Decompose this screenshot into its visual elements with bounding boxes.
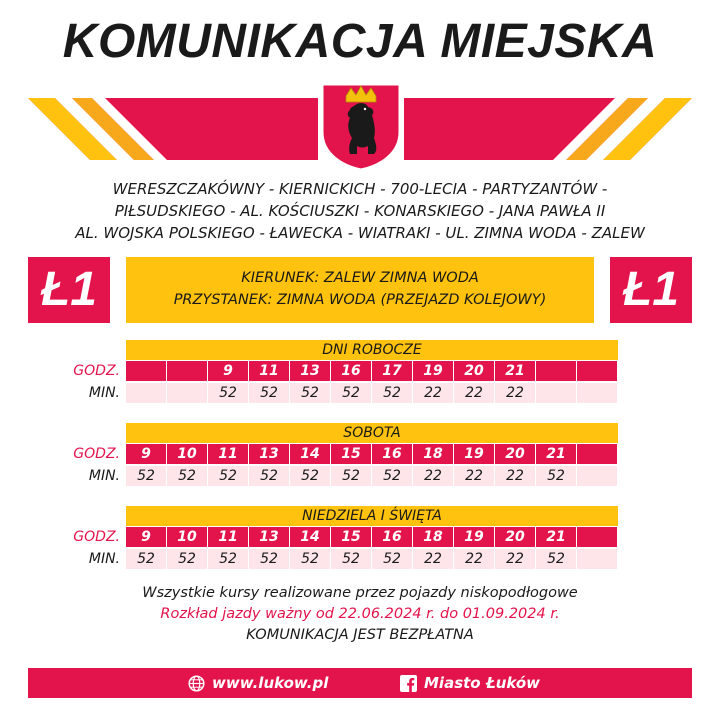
route-line-3: AL. WOJSKA POLSKIEGO - ŁAWECKA - WIATRAKI - UL. ZIMNA WODA - ZALEW — [75, 224, 645, 242]
hour-cell: 17 — [372, 361, 413, 381]
route-line-2: PIŁSUDSKIEGO - AL. KOŚCIUSZKI - KONARSKIEGO - JANA PAWŁA II — [114, 202, 606, 220]
minutes-row — [126, 549, 618, 569]
hours-label: GODZ. — [73, 446, 120, 462]
hour-cell: 14 — [290, 444, 331, 464]
hour-cell: 20 — [454, 361, 495, 381]
notes — [0, 583, 720, 646]
minute-cell: 22 — [454, 549, 495, 569]
minute-cell: 52 — [208, 466, 249, 486]
website-link[interactable] — [188, 668, 328, 698]
line-badge-right: Ł1 — [610, 257, 692, 323]
hour-cell: 9 — [126, 527, 167, 547]
schedule-title: DNI ROBOCZE — [126, 340, 618, 360]
line-badge-left: Ł1 — [28, 257, 110, 323]
minute-cell — [577, 549, 618, 569]
hour-cell: 16 — [372, 527, 413, 547]
minute-cell: 22 — [495, 549, 536, 569]
hour-cell: 11 — [208, 527, 249, 547]
minute-cell: 52 — [290, 466, 331, 486]
minute-cell: 22 — [454, 383, 495, 403]
hour-cell — [167, 361, 208, 381]
route-line-1: WERESZCZAKÓWNY - KIERNICKICH - 700-LECIA - PARTYZANTÓW - — [112, 180, 608, 198]
hour-cell: 21 — [536, 527, 577, 547]
hour-cell: 20 — [495, 527, 536, 547]
hours-row — [126, 527, 618, 547]
minute-cell — [577, 383, 618, 403]
facebook-link[interactable] — [400, 668, 540, 698]
hour-cell: 20 — [495, 444, 536, 464]
minute-cell: 52 — [249, 549, 290, 569]
stop-label: PRZYSTANEK: ZIMNA WODA (PRZEJAZD KOLEJOWY) — [173, 292, 547, 308]
minute-cell: 52 — [290, 383, 331, 403]
minute-cell: 52 — [126, 466, 167, 486]
hour-cell: 13 — [249, 527, 290, 547]
direction-label: KIERUNEK: ZALEW ZIMNA WODA — [241, 270, 479, 286]
minutes-row — [126, 383, 618, 403]
route-description — [0, 178, 720, 244]
minute-cell: 52 — [249, 383, 290, 403]
hour-cell: 16 — [372, 444, 413, 464]
hour-cell: 16 — [331, 361, 372, 381]
minute-cell: 22 — [495, 383, 536, 403]
minute-cell — [126, 383, 167, 403]
hour-cell: 11 — [208, 444, 249, 464]
hour-cell: 15 — [331, 527, 372, 547]
schedule-title: NIEDZIELA I ŚWIĘTA — [126, 506, 618, 526]
hour-cell — [577, 361, 618, 381]
hour-cell: 18 — [413, 444, 454, 464]
hours-label: GODZ. — [73, 529, 120, 545]
minute-cell: 52 — [536, 466, 577, 486]
minute-cell: 22 — [413, 383, 454, 403]
hour-cell: 19 — [454, 444, 495, 464]
note-free: KOMUNIKACJA JEST BEZPŁATNA — [246, 627, 474, 643]
hour-cell: 13 — [249, 444, 290, 464]
minute-cell: 52 — [126, 549, 167, 569]
hour-cell — [126, 361, 167, 381]
minute-cell: 52 — [331, 383, 372, 403]
schedule-title: SOBOTA — [126, 423, 618, 443]
minute-cell: 22 — [495, 466, 536, 486]
hour-cell — [577, 444, 618, 464]
hour-cell: 13 — [290, 361, 331, 381]
page-title: KOMUNIKACJA MIEJSKA — [62, 15, 658, 68]
minute-cell — [577, 466, 618, 486]
minute-cell: 52 — [372, 549, 413, 569]
website-text: www.lukow.pl — [212, 674, 329, 692]
minutes-label: MIN. — [88, 385, 120, 401]
coat-of-arms-icon — [318, 80, 404, 172]
globe-icon — [188, 675, 205, 692]
minute-cell: 52 — [208, 549, 249, 569]
minute-cell: 52 — [249, 466, 290, 486]
minute-cell: 22 — [454, 466, 495, 486]
hour-cell: 14 — [290, 527, 331, 547]
hour-cell: 21 — [536, 444, 577, 464]
minutes-row — [126, 466, 618, 486]
hour-cell: 15 — [331, 444, 372, 464]
hour-cell: 9 — [208, 361, 249, 381]
minute-cell: 52 — [536, 549, 577, 569]
hours-row — [126, 361, 618, 381]
minute-cell: 22 — [413, 549, 454, 569]
minute-cell — [536, 383, 577, 403]
minute-cell: 22 — [413, 466, 454, 486]
hours-row — [126, 444, 618, 464]
minute-cell: 52 — [331, 549, 372, 569]
hour-cell: 9 — [126, 444, 167, 464]
minute-cell: 52 — [372, 383, 413, 403]
facebook-icon — [400, 675, 417, 692]
hour-cell: 10 — [167, 527, 208, 547]
minute-cell: 52 — [167, 549, 208, 569]
hour-cell: 11 — [249, 361, 290, 381]
hour-cell: 19 — [454, 527, 495, 547]
hour-cell: 19 — [413, 361, 454, 381]
note-low-floor: Wszystkie kursy realizowane przez pojazdy niskopodłogowe — [142, 585, 578, 601]
minute-cell — [167, 383, 208, 403]
direction-box — [126, 257, 594, 323]
minutes-label: MIN. — [88, 551, 120, 567]
minutes-label: MIN. — [88, 468, 120, 484]
hour-cell — [577, 527, 618, 547]
hour-cell: 18 — [413, 527, 454, 547]
hours-label: GODZ. — [73, 363, 120, 379]
note-validity: Rozkład jazdy ważny od 22.06.2024 r. do 01.09.2024 r. — [160, 606, 560, 622]
minute-cell: 52 — [372, 466, 413, 486]
minute-cell: 52 — [290, 549, 331, 569]
hour-cell: 10 — [167, 444, 208, 464]
hour-cell: 21 — [495, 361, 536, 381]
footer-bar — [28, 668, 692, 698]
minute-cell: 52 — [331, 466, 372, 486]
minute-cell: 52 — [208, 383, 249, 403]
hour-cell — [536, 361, 577, 381]
minute-cell: 52 — [167, 466, 208, 486]
facebook-text: Miasto Łuków — [424, 674, 541, 692]
